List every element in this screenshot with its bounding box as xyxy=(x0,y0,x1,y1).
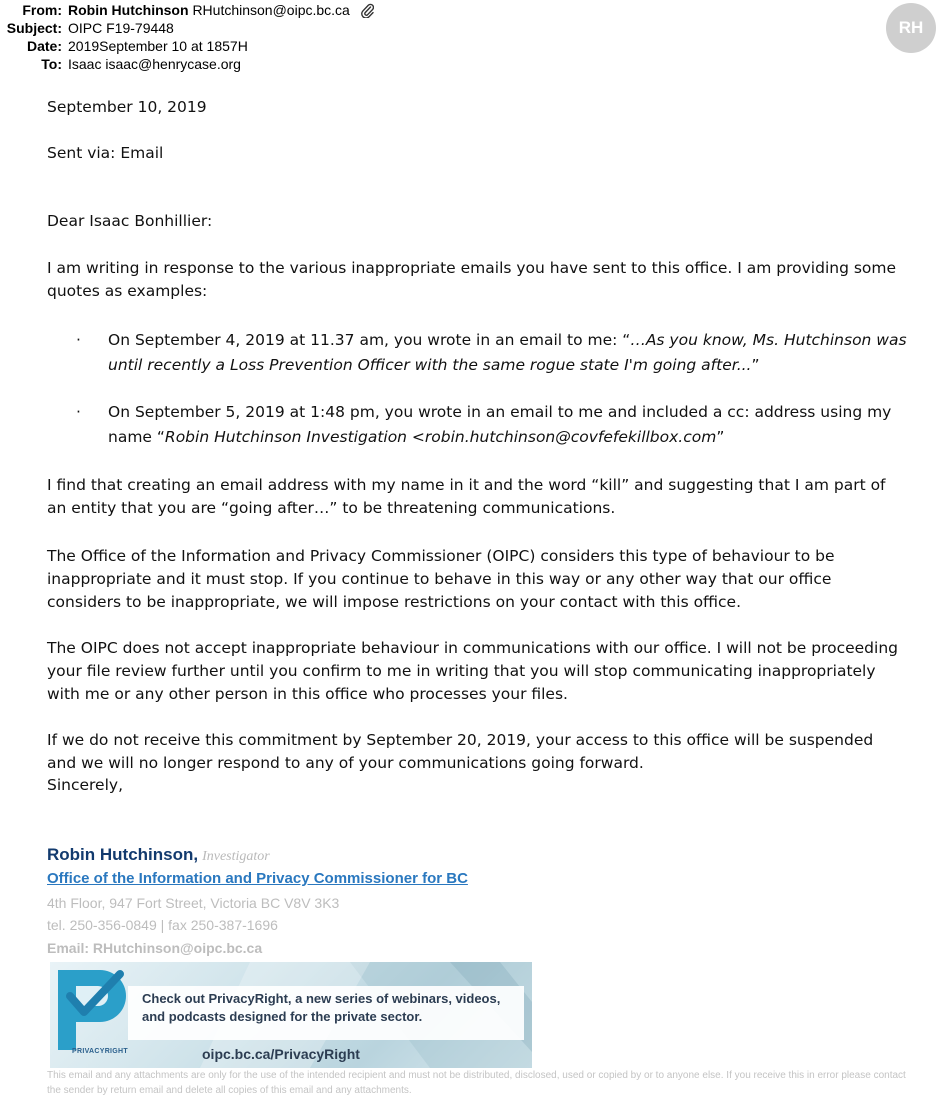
from-email: RHutchinson@oipc.bc.ca xyxy=(192,2,350,18)
from-name: Robin Hutchinson xyxy=(68,2,189,18)
subject-value: OIPC F19-79448 xyxy=(68,20,174,36)
signature-title: Investigator xyxy=(202,849,270,864)
letter-salutation: Dear Isaac Bonhillier: xyxy=(47,212,213,230)
from-value[interactable] xyxy=(68,0,374,20)
date-row xyxy=(0,36,938,56)
date-value: 2019September 10 at 1857H xyxy=(68,38,248,54)
quote-item-2 xyxy=(108,400,908,450)
quote-text: Robin Hutchinson Investigation <robin.hutchinson@covfefekillbox.com xyxy=(164,428,717,446)
signature-address: 4th Floor, 947 Fort Street, Victoria BC V8V 3K3 xyxy=(47,895,340,911)
signature-org-link[interactable]: Office of the Information and Privacy Commissioner for BC xyxy=(47,870,468,887)
sender-avatar[interactable]: RH xyxy=(886,3,936,53)
to-name: Isaac xyxy=(68,56,102,72)
from-label: From: xyxy=(22,2,62,18)
to-row xyxy=(0,54,938,74)
letter-sent-via: Sent via: Email xyxy=(47,144,164,162)
quote-text: …As you know, Ms. Hutchinson was until recently a Loss Prevention Officer with the same rogue state I'm going after... xyxy=(108,331,907,374)
signature-name: Robin Hutchinson, Investigator xyxy=(47,845,270,864)
from-row xyxy=(0,0,938,20)
quote-lead: On September 5, 2019 at 1:48 pm, you wrote in an email to me and included a cc: address using my name “ xyxy=(108,403,892,446)
email-disclaimer: This email and any attachments are only for the use of the intended recipient and must not be distributed, disclosed, used or copied by or to anyone else. If you receive this in error please contact the sender by return email and delete all copies of this email and any attachments. xyxy=(47,1070,906,1096)
banner-url[interactable]: oipc.bc.ca/PrivacyRight xyxy=(202,1046,360,1062)
bullet-marker: · xyxy=(76,403,81,421)
quote-tail: ” xyxy=(716,428,725,446)
subject-row xyxy=(0,18,938,38)
letter-closing: Sincerely, xyxy=(47,776,124,794)
paperclip-icon[interactable] xyxy=(360,2,374,18)
banner-brand: PRIVACYRIGHT xyxy=(72,1048,128,1055)
to-email: isaac@henrycase.org xyxy=(105,56,241,72)
to-label: To: xyxy=(41,56,62,72)
quote-item-1 xyxy=(108,328,908,378)
to-value[interactable] xyxy=(68,54,241,74)
signature-phone: tel. 250-356-0849 | fax 250-387-1696 xyxy=(47,917,278,933)
bullet-marker: · xyxy=(76,331,81,349)
letter-paragraph-4: If we do not receive this commitment by September 20, 2019, your access to this office will be suspended and we will no longer respond to any of your communications going forward. xyxy=(47,731,874,772)
quote-tail: ” xyxy=(751,356,760,374)
privacyright-banner[interactable] xyxy=(50,962,532,1068)
letter-paragraph-1: I find that creating an email address with my name in it and the word “kill” and suggesting that I am part of an entity that you are “going after…” to be threatening communications. xyxy=(47,476,886,517)
letter-date: September 10, 2019 xyxy=(47,98,207,116)
letter-intro: I am writing in response to the various inappropriate emails you have sent to this office. I am providing some quotes as examples: xyxy=(47,259,897,300)
privacyright-checkmark-logo xyxy=(54,966,130,1054)
signature-email[interactable]: Email: RHutchinson@oipc.bc.ca xyxy=(47,940,263,956)
subject-label: Subject: xyxy=(6,20,62,36)
letter-paragraph-2: The Office of the Information and Privacy Commissioner (OIPC) considers this type of behaviour to be inappropriate and it must stop. If you continue to behave in this way or any other way that our office considers to be inappropriate, we will impose restrictions on your contact with this office. xyxy=(47,547,835,611)
banner-text: Check out PrivacyRight, a new series of webinars, videos, and podcasts designed for the private sector. xyxy=(142,991,501,1024)
quote-lead: On September 4, 2019 at 11.37 am, you wrote in an email to me: “ xyxy=(108,331,631,349)
letter-paragraph-3: The OIPC does not accept inappropriate behaviour in communications with our office. I will not be proceeding your file review further until you confirm to me in writing that you will stop communicating inappropriately with me or any other person in this office who processes your files. xyxy=(47,639,898,703)
date-label: Date: xyxy=(26,38,62,54)
